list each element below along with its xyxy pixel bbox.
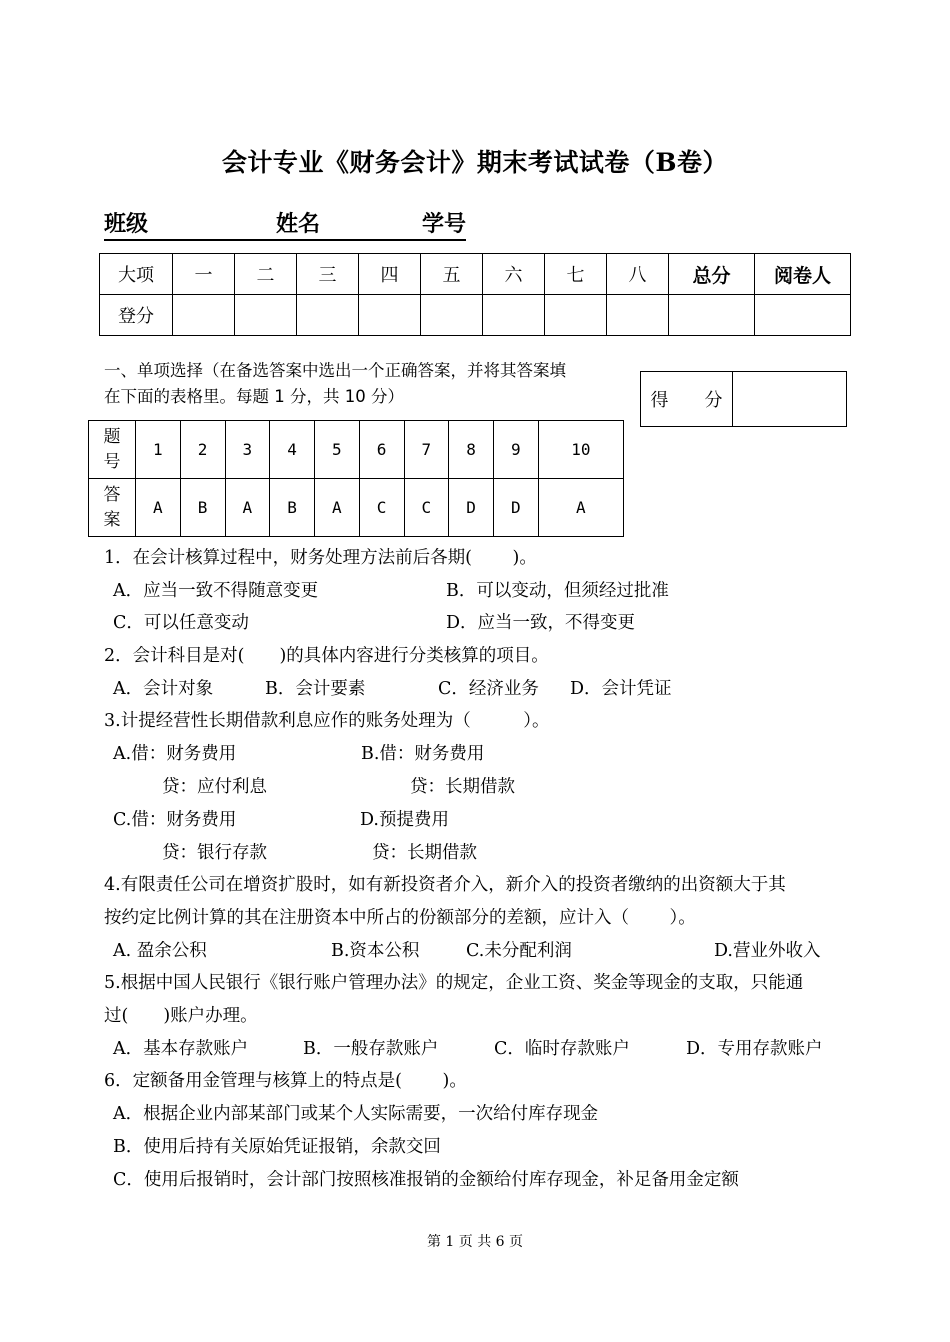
score-header-cell: 六 <box>483 254 545 295</box>
answer-cell: D <box>449 479 494 537</box>
score-row-label: 登分 <box>100 295 173 336</box>
question-2-option-b: B．会计要素 <box>265 679 366 699</box>
score-box-entry[interactable] <box>733 372 847 427</box>
answer-label-text: 答案 <box>103 484 121 530</box>
score-entry-cell[interactable] <box>483 295 545 336</box>
score-header-total: 总分 <box>669 254 755 295</box>
question-5-stem-line1: 5.根据中国人民银行《银行账户管理办法》的规定，企业工资、奖金等现金的支取，只能通 <box>104 973 804 993</box>
student-id-label: 学号 <box>422 212 467 237</box>
score-header-cell: 八 <box>607 254 669 295</box>
answer-cell: A <box>136 479 181 537</box>
section1-heading-line: 一、单项选择（在备选答案中选出一个正确答案，并将其答案填 <box>104 361 566 380</box>
answer-cell: C <box>359 479 404 537</box>
score-header-cell: 大项 <box>100 254 173 295</box>
score-header-cell: 四 <box>359 254 421 295</box>
score-header-cell: 七 <box>545 254 607 295</box>
score-header-grader: 阅卷人 <box>755 254 851 295</box>
question-number-cell: 1 <box>136 421 181 479</box>
question-5-option-b: B．一般存款账户 <box>303 1039 439 1059</box>
question-number-cell: 6 <box>359 421 404 479</box>
question-4-stem-line1: 4.有限责任公司在增资扩股时，如有新投资者介入，新介入的投资者缴纳的出资额大于其 <box>104 875 786 895</box>
question-6-option-c: C．使用后报销时，会计部门按照核准报销的金额给付库存现金，补足备用金定额 <box>113 1170 739 1190</box>
question-2-option-c: C．经济业务 <box>438 679 539 699</box>
question-5-option-c: C．临时存款账户 <box>494 1039 630 1059</box>
score-table-header-row <box>100 254 851 295</box>
score-entry-cell[interactable] <box>545 295 607 336</box>
question-4-option-b: B.资本公积 <box>331 941 420 961</box>
score-entry-cell[interactable] <box>297 295 359 336</box>
question-1-option-a: A．应当一致不得随意变更 <box>113 581 319 601</box>
answer-cell: B <box>270 479 315 537</box>
question-4-option-c: C.未分配利润 <box>466 941 572 961</box>
score-entry-cell[interactable] <box>607 295 669 336</box>
score-header-cell: 二 <box>235 254 297 295</box>
question-number-cell: 8 <box>449 421 494 479</box>
student-info-line <box>104 207 466 241</box>
question-4-option-a: A. 盈余公积 <box>113 941 207 961</box>
question-number-label <box>89 421 136 479</box>
answer-table <box>88 420 624 537</box>
question-6-option-b: B．使用后持有关原始凭证报销，余款交回 <box>113 1137 441 1157</box>
question-1-stem: 1．在会计核算过程中，财务处理方法前后各期( )。 <box>104 548 537 568</box>
score-entry-cell[interactable] <box>421 295 483 336</box>
answer-cell: A <box>225 479 270 537</box>
question-3-option-b-debit: B.借：财务费用 <box>361 744 485 764</box>
question-3-option-c-credit: 贷：银行存款 <box>162 843 267 863</box>
score-header-cell: 五 <box>421 254 483 295</box>
question-3-option-d-credit: 贷：长期借款 <box>372 843 477 863</box>
score-table-entry-row <box>100 295 851 336</box>
question-number-label-text: 题号 <box>103 426 121 472</box>
score-header-cell: 三 <box>297 254 359 295</box>
question-number-cell: 4 <box>270 421 315 479</box>
section1-score-box <box>640 371 847 427</box>
score-table <box>99 253 851 336</box>
student-info-underline <box>104 207 466 241</box>
question-1-option-b: B．可以变动，但须经过批准 <box>446 581 669 601</box>
question-1-option-d: D．应当一致，不得变更 <box>446 613 636 633</box>
score-box-label: 得 分 <box>641 372 733 427</box>
question-3-option-a-credit: 贷：应付利息 <box>162 777 267 797</box>
question-3-stem: 3.计提经营性长期借款利息应作的账务处理为（ ）。 <box>104 711 550 731</box>
answer-table-answer-row <box>89 479 624 537</box>
page-footer: 第 1 页 共 6 页 <box>426 1234 524 1250</box>
score-entry-cell[interactable] <box>173 295 235 336</box>
question-4-option-d: D.营业外收入 <box>714 941 821 961</box>
answer-label <box>89 479 136 537</box>
score-header-cell: 一 <box>173 254 235 295</box>
answer-table-number-row <box>89 421 624 479</box>
question-3-option-c-debit: C.借：财务费用 <box>113 810 237 830</box>
question-5-stem-line2: 过( )账户办理。 <box>104 1006 258 1026</box>
answer-cell: C <box>404 479 449 537</box>
name-label: 姓名 <box>276 212 321 237</box>
question-number-cell: 7 <box>404 421 449 479</box>
answer-cell: A <box>315 479 360 537</box>
question-number-cell: 10 <box>538 421 623 479</box>
answer-cell: A <box>538 479 623 537</box>
answer-cell: B <box>180 479 225 537</box>
question-2-stem: 2．会计科目是对( )的具体内容进行分类核算的项目。 <box>104 646 549 666</box>
class-label: 班级 <box>104 212 149 237</box>
answer-cell: D <box>494 479 539 537</box>
question-number-cell: 2 <box>180 421 225 479</box>
section1-heading <box>104 358 634 410</box>
score-entry-cell[interactable] <box>755 295 851 336</box>
question-3-option-d-debit: D.预提费用 <box>360 810 449 830</box>
question-1-option-c: C．可以任意变动 <box>113 613 249 633</box>
question-3-option-a-debit: A.借：财务费用 <box>113 744 237 764</box>
question-6-option-a: A．根据企业内部某部门或某个人实际需要，一次给付库存现金 <box>113 1104 599 1124</box>
score-entry-cell[interactable] <box>235 295 297 336</box>
question-number-cell: 9 <box>494 421 539 479</box>
question-6-stem: 6．定额备用金管理与核算上的特点是( )。 <box>104 1071 467 1091</box>
page-title: 会计专业《财务会计》期末考试试卷（B卷） <box>221 148 729 177</box>
section1-heading-line: 在下面的表格里。每题 1 分，共 10 分） <box>104 387 404 406</box>
question-4-stem-line2: 按约定比例计算的其在注册资本中所占的份额部分的差额，应计入（ ）。 <box>104 908 696 928</box>
question-2-option-d: D．会计凭证 <box>570 679 672 699</box>
score-entry-cell[interactable] <box>359 295 421 336</box>
question-3-option-b-credit: 贷：长期借款 <box>410 777 515 797</box>
question-number-cell: 5 <box>315 421 360 479</box>
question-2-option-a: A．会计对象 <box>113 679 214 699</box>
question-number-cell: 3 <box>225 421 270 479</box>
question-5-option-d: D．专用存款账户 <box>686 1039 823 1059</box>
question-5-option-a: A．基本存款账户 <box>113 1039 249 1059</box>
score-entry-cell[interactable] <box>669 295 755 336</box>
